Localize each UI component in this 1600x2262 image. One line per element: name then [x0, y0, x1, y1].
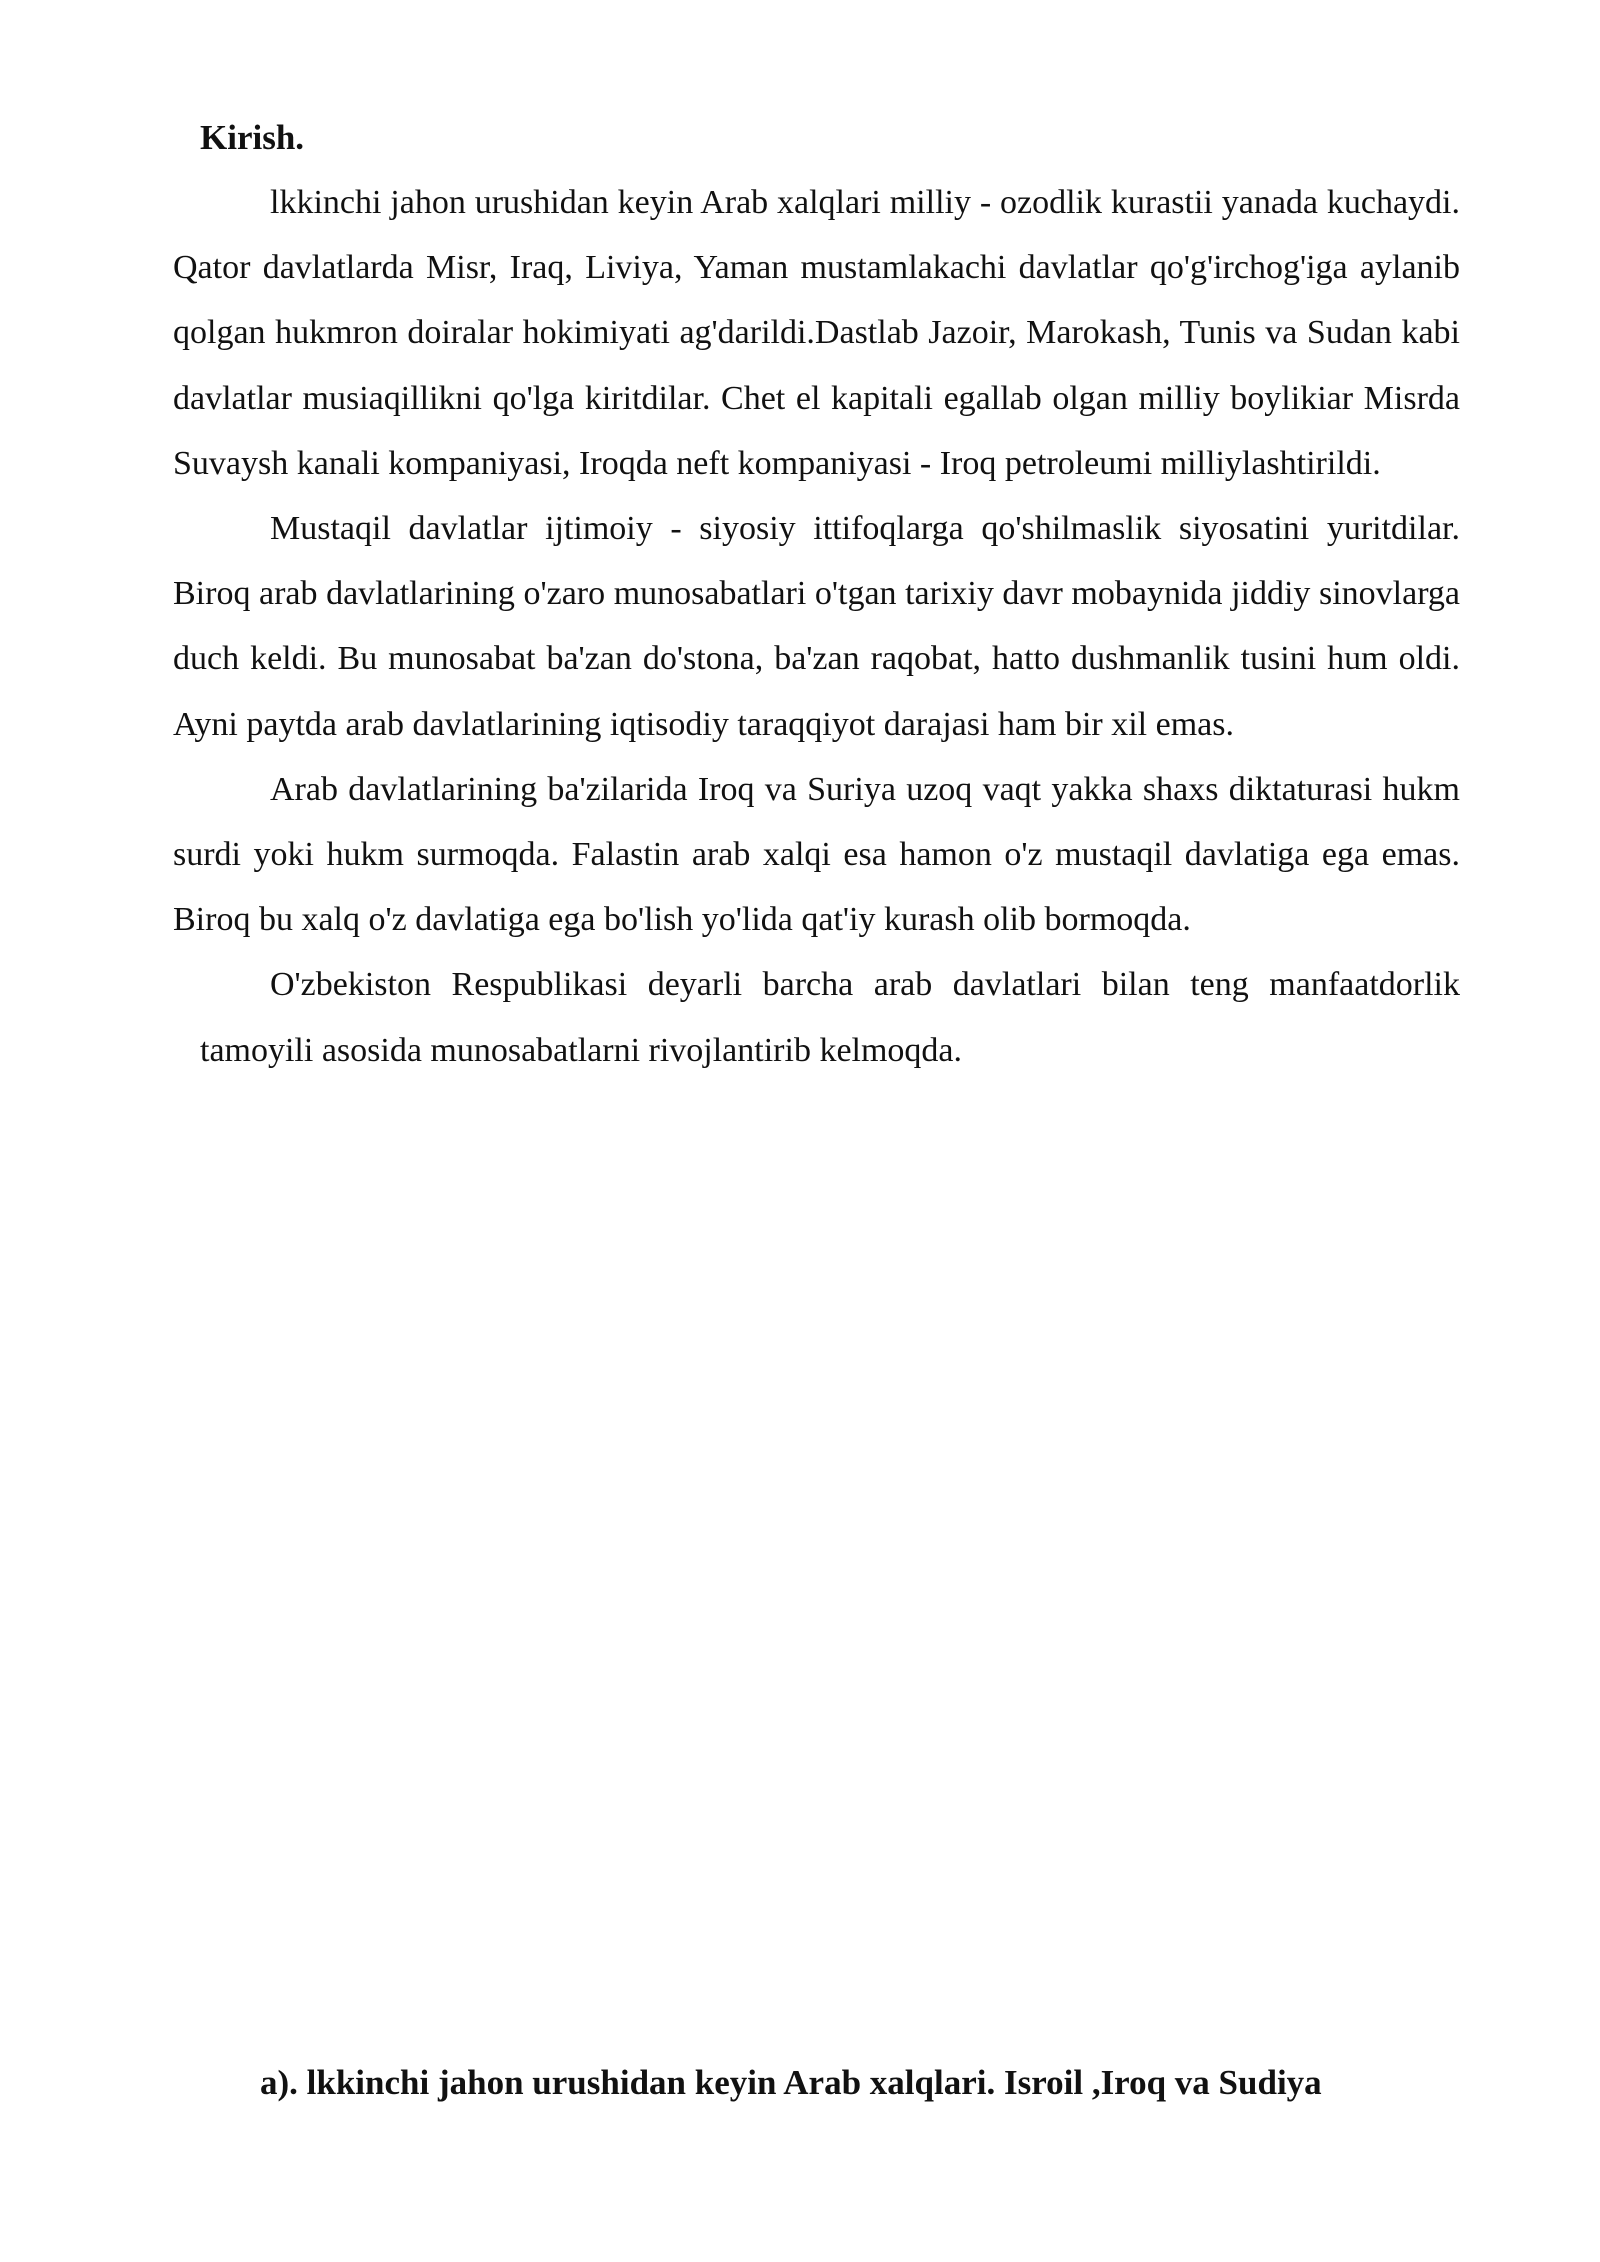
paragraph-4: O'zbekiston Respublikasi deyarli barcha arab davlatlari bilan teng manfaatdorlik tamoyili asosida munosabatlarni rivojlantirib kelmoqda.: [200, 966, 1460, 1069]
paragraph-2: Mustaqil davlatlar ijtimoiy - siyosiy ittifoqlarga qo'shilmaslik siyosatini yuritdilar. Biroq arab davlatlarining o'zaro munosabatlari o'tgan tarixiy davr mobaynida jiddiy sinovlarga duch keldi. Bu munosabat ba'zan do'stona, ba'zan raqobat, hatto dushmanlik tusini hum oldi. Ayni paytda arab davlatlarining iqtisodiy taraqqiyot darajasi ham bir xil emas.: [173, 510, 1460, 743]
document-body: [173, 170, 1460, 1083]
page-heading: Kirish.: [200, 118, 305, 157]
paragraph-1: lkkinchi jahon urushidan keyin Arab xalqlari milliy - ozodlik kurastii yanada kuchaydi. Qator davlatlarda Misr, Iraq, Liviya, Yaman mustamlakachi davlatlar qo'g'irchog'iga aylanib qolgan hukmron doiralar hokimiyati ag'darildi.Dastlab Jazoir, Marokash, Tunis va Sudan kabi davlatlar musiaqillikni qo'lga kiritdilar. Chet el kapitali egallab olgan milliy boylikiar Misrda Suvaysh kanali kompaniyasi, Iroqda neft kompaniyasi - Iroq petroleumi milliylashtirildi.: [173, 184, 1460, 482]
section-heading: a). lkkinchi jahon urushidan keyin Arab xalqlari. Isroil ,Iroq va Sudiya: [260, 2063, 1322, 2102]
paragraph-3: Arab davlatlarining ba'zilarida Iroq va Suriya uzoq vaqt yakka shaxs diktaturasi hukm surdi yoki hukm surmoqda. Falastin arab xalqi esa hamon o'z mustaqil davlatiga ega emas. Biroq bu xalq o'z davlatiga ega bo'lish yo'lida qat'iy kurash olib bormoqda.: [173, 770, 1460, 939]
